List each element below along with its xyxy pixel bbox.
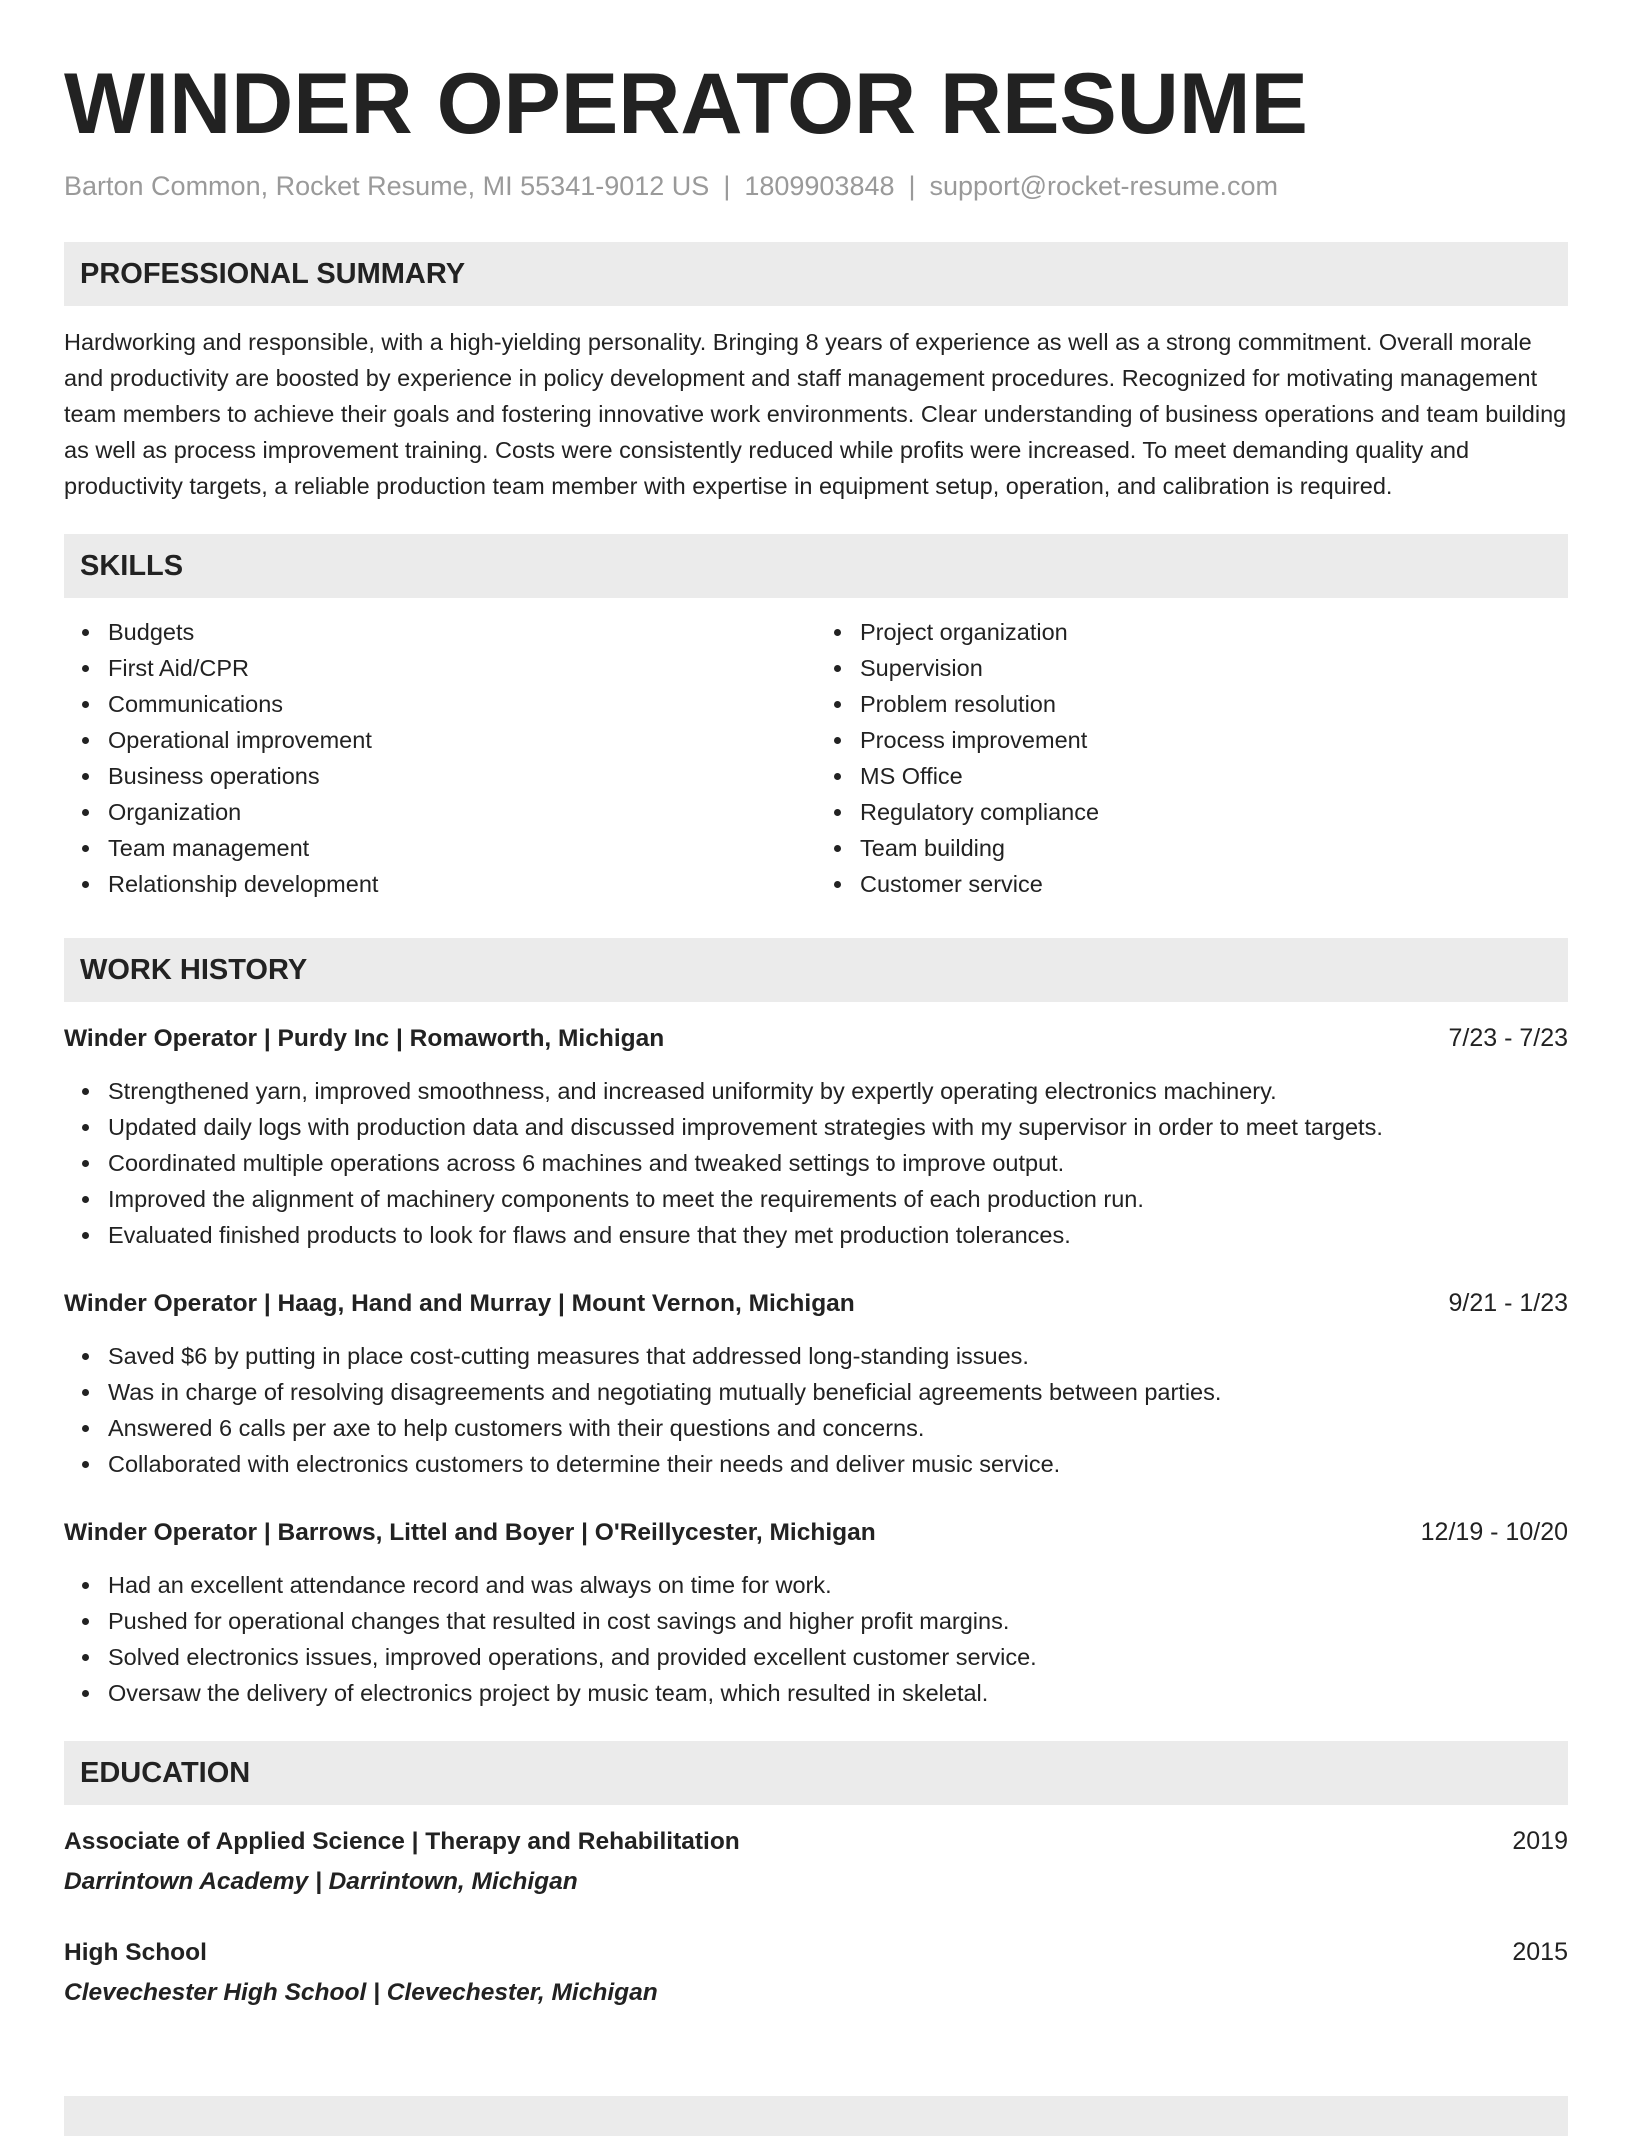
skill-item: Project organization — [860, 614, 1568, 650]
education-year: 2015 — [1512, 1938, 1568, 1966]
education-year: 2019 — [1512, 1827, 1568, 1855]
job-dates: 7/23 - 7/23 — [1448, 1024, 1568, 1052]
job-bullet: Collaborated with electronics customers to determine their needs and deliver music service. — [108, 1446, 1568, 1482]
job-bullet: Oversaw the delivery of electronics project by music team, which resulted in skeletal. — [108, 1675, 1568, 1711]
education-entry — [64, 1823, 1568, 1900]
skill-item: Organization — [108, 794, 816, 830]
skill-item: MS Office — [860, 758, 1568, 794]
job-bullets — [64, 1338, 1568, 1482]
job-bullet: Updated daily logs with production data and discussed improvement strategies with my supervisor in order to meet targets. — [108, 1109, 1568, 1145]
skill-item: Communications — [108, 686, 816, 722]
job-bullet: Answered 6 calls per axe to help customers with their questions and concerns. — [108, 1410, 1568, 1446]
education-school: Darrintown Academy | Darrintown, Michigan — [64, 1868, 578, 1895]
job-title: Winder Operator | Haag, Hand and Murray | Mount Vernon, Michigan — [64, 1290, 855, 1317]
education-entry — [64, 1934, 1568, 2011]
summary-heading: PROFESSIONAL SUMMARY — [64, 242, 1568, 306]
skill-item: Customer service — [860, 866, 1568, 902]
education-degree: Associate of Applied Science | Therapy and Rehabilitation — [64, 1828, 740, 1855]
education-heading: EDUCATION — [64, 1741, 1568, 1805]
skill-item: Process improvement — [860, 722, 1568, 758]
skill-item: Team management — [108, 830, 816, 866]
job-bullet: Saved $6 by putting in place cost-cutting measures that addressed long-standing issues. — [108, 1338, 1568, 1374]
skill-item: Team building — [860, 830, 1568, 866]
job-entry — [64, 1514, 1568, 1711]
skill-item: Operational improvement — [108, 722, 816, 758]
contact-separator: | — [723, 171, 731, 201]
job-title: Winder Operator | Purdy Inc | Romaworth, Michigan — [64, 1025, 665, 1052]
job-dates: 12/19 - 10/20 — [1420, 1518, 1568, 1546]
summary-text: Hardworking and responsible, with a high-yielding personality. Bringing 8 years of experience as well as a strong commitment. Overall morale and productivity are boosted by experience in policy development and staff management procedures. Recognized for motivating management team members to achieve their goals and fostering innovative work environments. Clear understanding of business operations and team building as well as process improvement training. Costs were consistently reduced while profits were increased. To meet demanding quality and productivity targets, a reliable production team member with expertise in equipment setup, operation, and calibration is required. — [64, 329, 1567, 499]
skills-list — [64, 614, 1568, 902]
contact-separator: | — [908, 171, 916, 201]
skills-column-right — [816, 614, 1568, 902]
job-bullet: Solved electronics issues, improved operations, and provided excellent customer service. — [108, 1639, 1568, 1675]
next-section-bar — [64, 2096, 1568, 2136]
job-bullet: Improved the alignment of machinery components to meet the requirements of each production run. — [108, 1181, 1568, 1217]
skill-item: Problem resolution — [860, 686, 1568, 722]
job-bullet: Strengthened yarn, improved smoothness, and increased uniformity by expertly operating electronics machinery. — [108, 1073, 1568, 1109]
contact-email: support@rocket-resume.com — [929, 171, 1279, 201]
skill-item: First Aid/CPR — [108, 650, 816, 686]
skills-heading: SKILLS — [64, 534, 1568, 598]
job-entry — [64, 1020, 1568, 1253]
job-bullets — [64, 1073, 1568, 1253]
job-bullet: Had an excellent attendance record and was always on time for work. — [108, 1567, 1568, 1603]
skill-item: Business operations — [108, 758, 816, 794]
skills-column-left — [64, 614, 816, 902]
job-bullets — [64, 1567, 1568, 1711]
job-bullet: Coordinated multiple operations across 6 machines and tweaked settings to improve output. — [108, 1145, 1568, 1181]
skill-item: Budgets — [108, 614, 816, 650]
skill-item: Relationship development — [108, 866, 816, 902]
skill-item: Supervision — [860, 650, 1568, 686]
education-school: Clevechester High School | Clevechester, Michigan — [64, 1979, 658, 2006]
job-dates: 9/21 - 1/23 — [1448, 1289, 1568, 1317]
contact-address: Barton Common, Rocket Resume, MI 55341-9012 US — [64, 171, 710, 201]
contact-line — [64, 168, 1568, 204]
job-title: Winder Operator | Barrows, Littel and Boyer | O'Reillycester, Michigan — [64, 1519, 876, 1546]
job-bullet: Evaluated finished products to look for flaws and ensure that they met production tolerances. — [108, 1217, 1568, 1253]
job-bullet: Pushed for operational changes that resulted in cost savings and higher profit margins. — [108, 1603, 1568, 1639]
contact-phone: 1809903848 — [744, 171, 895, 201]
job-entry — [64, 1285, 1568, 1482]
job-bullet: Was in charge of resolving disagreements and negotiating mutually beneficial agreements between parties. — [108, 1374, 1568, 1410]
resume-title: WINDER OPERATOR RESUME — [64, 56, 1308, 152]
skill-item: Regulatory compliance — [860, 794, 1568, 830]
education-degree: High School — [64, 1939, 207, 1966]
work-history-heading: WORK HISTORY — [64, 938, 1568, 1002]
